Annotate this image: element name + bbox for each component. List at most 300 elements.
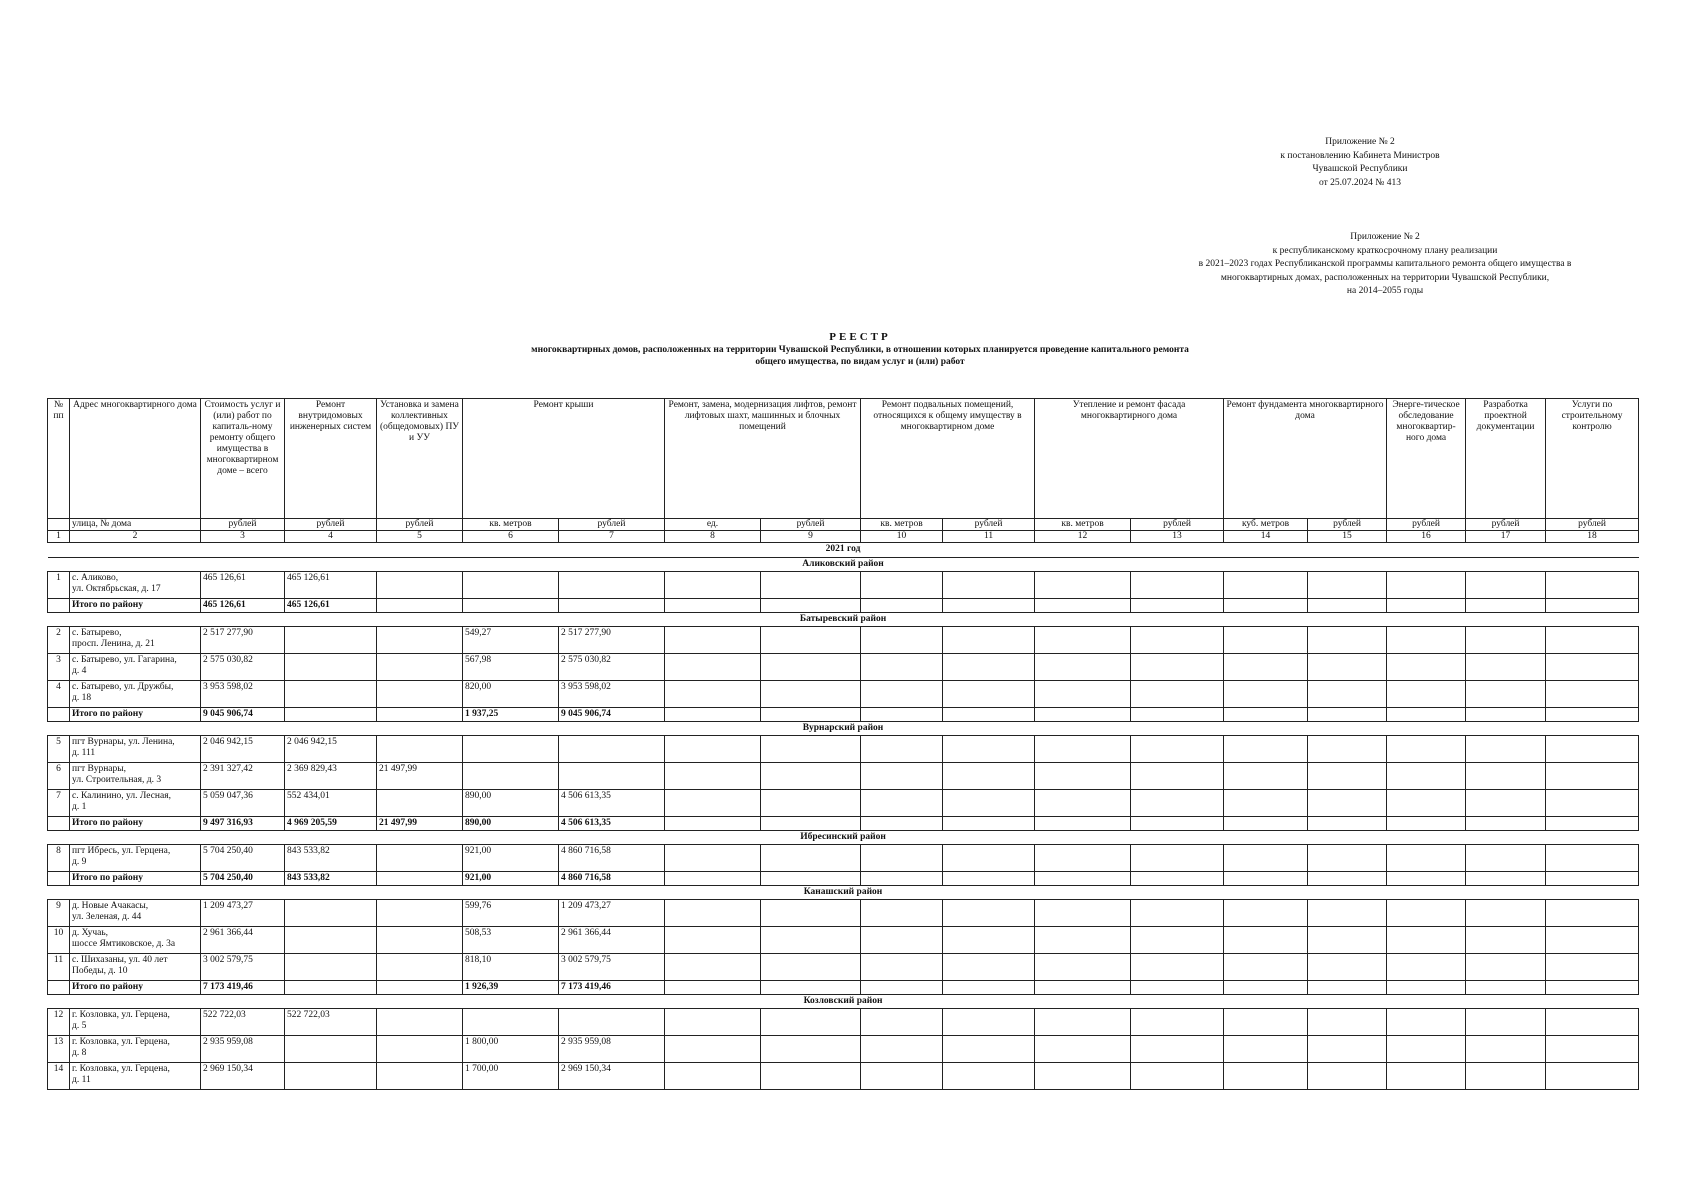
empty-cell bbox=[943, 845, 1035, 872]
roof-area-cell: 508,53 bbox=[463, 927, 559, 954]
total-cost-cell: 522 722,03 bbox=[201, 1009, 285, 1036]
meters-cost-cell bbox=[377, 654, 463, 681]
row-number: 14 bbox=[48, 1063, 70, 1090]
empty-cell bbox=[1466, 845, 1546, 872]
empty-cell bbox=[1131, 817, 1224, 831]
total-cost-cell: 3 953 598,02 bbox=[201, 681, 285, 708]
empty-cell bbox=[1131, 627, 1224, 654]
empty-cell bbox=[1035, 845, 1131, 872]
empty-cell bbox=[861, 981, 943, 995]
empty-cell bbox=[943, 817, 1035, 831]
total-cost-cell: 465 126,61 bbox=[201, 599, 285, 613]
empty-cell bbox=[1224, 654, 1308, 681]
address-cell bbox=[70, 736, 201, 763]
empty-cell bbox=[665, 981, 761, 995]
empty-cell bbox=[1035, 681, 1131, 708]
col-header-energy: Энерге-тическое обследование многоквартир-ного дома bbox=[1387, 399, 1466, 519]
empty-cell bbox=[943, 1036, 1035, 1063]
empty-cell bbox=[665, 872, 761, 886]
empty-cell bbox=[48, 599, 70, 613]
empty-cell bbox=[943, 927, 1035, 954]
empty-cell bbox=[1308, 654, 1387, 681]
empty-cell bbox=[1131, 708, 1224, 722]
empty-cell bbox=[1224, 572, 1308, 599]
empty-cell bbox=[1466, 954, 1546, 981]
empty-cell bbox=[1387, 845, 1466, 872]
roof-area-cell: 599,76 bbox=[463, 900, 559, 927]
systems-cost-cell: 4 969 205,59 bbox=[285, 817, 377, 831]
empty-cell bbox=[943, 681, 1035, 708]
address-cell bbox=[70, 927, 201, 954]
roof-cost-cell: 4 506 613,35 bbox=[559, 790, 665, 817]
district-row bbox=[48, 831, 1639, 845]
empty-cell bbox=[1387, 654, 1466, 681]
col-number: 5 bbox=[377, 531, 463, 543]
address-line: д. 5 bbox=[72, 1021, 87, 1031]
empty-cell bbox=[1224, 845, 1308, 872]
empty-cell bbox=[1035, 599, 1131, 613]
col-header-roof: Ремонт крыши bbox=[463, 399, 665, 519]
unit-cell: кв. метров bbox=[861, 519, 943, 531]
roof-area-cell bbox=[463, 763, 559, 790]
empty-cell bbox=[1224, 872, 1308, 886]
empty-cell bbox=[1546, 817, 1639, 831]
empty-cell bbox=[1466, 681, 1546, 708]
empty-cell bbox=[861, 1009, 943, 1036]
unit-cell: рублей bbox=[1308, 519, 1387, 531]
empty-cell bbox=[665, 763, 761, 790]
unit-cell: рублей bbox=[761, 519, 861, 531]
unit-cell: куб. метров bbox=[1224, 519, 1308, 531]
empty-cell bbox=[1387, 981, 1466, 995]
roof-cost-cell bbox=[559, 736, 665, 763]
empty-cell bbox=[665, 736, 761, 763]
empty-cell bbox=[48, 872, 70, 886]
empty-cell bbox=[1308, 981, 1387, 995]
meters-cost-cell bbox=[377, 872, 463, 886]
empty-cell bbox=[1035, 708, 1131, 722]
empty-cell bbox=[1224, 599, 1308, 613]
empty-cell bbox=[665, 681, 761, 708]
row-number: 7 bbox=[48, 790, 70, 817]
empty-cell bbox=[1466, 900, 1546, 927]
document-title: РЕЕСТР bbox=[829, 331, 891, 343]
roof-cost-cell: 2 961 366,44 bbox=[559, 927, 665, 954]
empty-cell bbox=[1308, 817, 1387, 831]
table-row bbox=[48, 1063, 1639, 1090]
unit-cell: улица, № дома bbox=[70, 519, 201, 531]
total-cost-cell: 2 391 327,42 bbox=[201, 763, 285, 790]
row-number: 8 bbox=[48, 845, 70, 872]
systems-cost-cell: 843 533,82 bbox=[285, 845, 377, 872]
col-number: 17 bbox=[1466, 531, 1546, 543]
roof-cost-cell bbox=[559, 763, 665, 790]
address-line: д. Хучаь, bbox=[72, 928, 109, 938]
empty-cell bbox=[1131, 763, 1224, 790]
empty-cell bbox=[1387, 1036, 1466, 1063]
roof-cost-cell: 7 173 419,46 bbox=[559, 981, 665, 995]
col-number: 6 bbox=[463, 531, 559, 543]
empty-cell bbox=[861, 681, 943, 708]
empty-cell bbox=[1224, 817, 1308, 831]
col-header-basement: Ремонт подвальных помещений, относящихся к общему имуществу в многоквартирном доме bbox=[861, 399, 1035, 519]
empty-cell bbox=[761, 763, 861, 790]
address-line: г. Козловка, ул. Герцена, bbox=[72, 1010, 170, 1020]
row-number: 2 bbox=[48, 627, 70, 654]
empty-cell bbox=[943, 981, 1035, 995]
col-number: 14 bbox=[1224, 531, 1308, 543]
empty-cell bbox=[1131, 599, 1224, 613]
empty-cell bbox=[943, 627, 1035, 654]
col-header-design: Разработка проектной документации bbox=[1466, 399, 1546, 519]
empty-cell bbox=[943, 1063, 1035, 1090]
empty-cell bbox=[1131, 981, 1224, 995]
table-row bbox=[48, 1036, 1639, 1063]
empty-cell bbox=[861, 954, 943, 981]
district-row bbox=[48, 722, 1639, 736]
roof-area-cell bbox=[463, 572, 559, 599]
address-line: с. Шихазаны, ул. 40 лет bbox=[72, 955, 168, 965]
address-cell bbox=[70, 900, 201, 927]
empty-cell bbox=[761, 872, 861, 886]
empty-cell bbox=[1131, 927, 1224, 954]
address-line: пгт Вурнары, ул. Ленина, bbox=[72, 737, 175, 747]
subtitle-line: многоквартирных домов, расположенных на территории Чувашской Республики, в отношении которых планируется проведение капитального ремонта bbox=[531, 345, 1189, 355]
annex-2-header bbox=[1170, 231, 1600, 299]
empty-cell bbox=[943, 736, 1035, 763]
empty-cell bbox=[761, 599, 861, 613]
empty-cell bbox=[1131, 1036, 1224, 1063]
year-row bbox=[48, 543, 1639, 558]
empty-cell bbox=[1466, 817, 1546, 831]
empty-cell bbox=[1035, 790, 1131, 817]
empty-cell bbox=[761, 817, 861, 831]
meters-cost-cell bbox=[377, 627, 463, 654]
empty-cell bbox=[861, 708, 943, 722]
empty-cell bbox=[1387, 872, 1466, 886]
empty-cell bbox=[1035, 627, 1131, 654]
empty-cell bbox=[665, 790, 761, 817]
empty-cell bbox=[761, 790, 861, 817]
district-total-row bbox=[48, 981, 1639, 995]
empty-cell bbox=[665, 1036, 761, 1063]
empty-cell bbox=[1466, 1036, 1546, 1063]
district-row bbox=[48, 613, 1639, 627]
empty-cell bbox=[1387, 736, 1466, 763]
unit-cell: рублей bbox=[559, 519, 665, 531]
meters-cost-cell bbox=[377, 736, 463, 763]
roof-area-cell bbox=[463, 736, 559, 763]
empty-cell bbox=[1131, 572, 1224, 599]
col-number: 7 bbox=[559, 531, 665, 543]
document-title-block bbox=[430, 330, 1290, 368]
address-line: ул. Октябрьская, д. 17 bbox=[72, 584, 161, 594]
address-cell bbox=[70, 627, 201, 654]
district-label: Козловский район bbox=[48, 995, 1639, 1009]
table-row bbox=[48, 763, 1639, 790]
empty-cell bbox=[943, 708, 1035, 722]
systems-cost-cell: 2 046 942,15 bbox=[285, 736, 377, 763]
empty-cell bbox=[1546, 627, 1639, 654]
empty-cell bbox=[1308, 627, 1387, 654]
address-line: д. 11 bbox=[72, 1075, 91, 1085]
roof-area-cell: 890,00 bbox=[463, 790, 559, 817]
address-line: шоссе Ямтиковское, д. 3а bbox=[72, 939, 176, 949]
roof-cost-cell: 2 935 959,08 bbox=[559, 1036, 665, 1063]
empty-cell bbox=[1224, 708, 1308, 722]
col-number: 2 bbox=[70, 531, 201, 543]
empty-cell bbox=[1224, 627, 1308, 654]
empty-cell bbox=[943, 900, 1035, 927]
empty-cell bbox=[943, 1009, 1035, 1036]
empty-cell bbox=[1035, 817, 1131, 831]
empty-cell bbox=[943, 654, 1035, 681]
address-cell bbox=[70, 954, 201, 981]
subtitle-line: общего имущества, по видам услуг и (или) работ bbox=[755, 357, 965, 367]
empty-cell bbox=[861, 927, 943, 954]
table-row bbox=[48, 900, 1639, 927]
empty-cell bbox=[1224, 790, 1308, 817]
empty-cell bbox=[1308, 1009, 1387, 1036]
total-label: Итого по району bbox=[70, 708, 201, 722]
meters-cost-cell bbox=[377, 954, 463, 981]
meters-cost-cell bbox=[377, 681, 463, 708]
empty-cell bbox=[761, 572, 861, 599]
systems-cost-cell bbox=[285, 1063, 377, 1090]
col-number: 3 bbox=[201, 531, 285, 543]
table-row bbox=[48, 736, 1639, 763]
empty-cell bbox=[1131, 790, 1224, 817]
empty-cell bbox=[861, 1063, 943, 1090]
empty-cell bbox=[1466, 981, 1546, 995]
annex-1-line: Чувашской Республики bbox=[1312, 164, 1408, 174]
unit-cell: рублей bbox=[1546, 519, 1639, 531]
meters-cost-cell bbox=[377, 1063, 463, 1090]
column-numbers-row bbox=[48, 531, 1639, 543]
empty-cell bbox=[1308, 900, 1387, 927]
empty-cell bbox=[1546, 954, 1639, 981]
total-cost-cell: 3 002 579,75 bbox=[201, 954, 285, 981]
empty-cell bbox=[1466, 599, 1546, 613]
systems-cost-cell: 465 126,61 bbox=[285, 572, 377, 599]
empty-cell bbox=[1035, 736, 1131, 763]
empty-cell bbox=[1308, 790, 1387, 817]
empty-cell bbox=[1224, 1063, 1308, 1090]
total-cost-cell: 5 059 047,36 bbox=[201, 790, 285, 817]
district-total-row bbox=[48, 817, 1639, 831]
empty-cell bbox=[1546, 736, 1639, 763]
unit-cell: кв. метров bbox=[463, 519, 559, 531]
empty-cell bbox=[665, 817, 761, 831]
district-row bbox=[48, 558, 1639, 572]
empty-cell bbox=[1131, 1063, 1224, 1090]
row-number: 3 bbox=[48, 654, 70, 681]
roof-area-cell bbox=[463, 599, 559, 613]
address-cell bbox=[70, 1036, 201, 1063]
col-number: 13 bbox=[1131, 531, 1224, 543]
empty-cell bbox=[861, 872, 943, 886]
empty-cell bbox=[943, 599, 1035, 613]
empty-cell bbox=[761, 708, 861, 722]
year-label: 2021 год bbox=[48, 543, 1639, 558]
empty-cell bbox=[1387, 599, 1466, 613]
roof-cost-cell bbox=[559, 572, 665, 599]
empty-cell bbox=[943, 572, 1035, 599]
district-label: Батыревский район bbox=[48, 613, 1639, 627]
roof-cost-cell: 2 517 277,90 bbox=[559, 627, 665, 654]
empty-cell bbox=[1131, 1009, 1224, 1036]
district-total-row bbox=[48, 872, 1639, 886]
address-line: д. 4 bbox=[72, 666, 87, 676]
total-cost-cell: 2 046 942,15 bbox=[201, 736, 285, 763]
annex-2-line: многоквартирных домах, расположенных на территории Чувашской Республики, bbox=[1220, 272, 1550, 283]
empty-cell bbox=[1308, 1036, 1387, 1063]
col-number: 8 bbox=[665, 531, 761, 543]
empty-cell bbox=[48, 981, 70, 995]
unit-cell: рублей bbox=[1387, 519, 1466, 531]
empty-cell bbox=[1224, 900, 1308, 927]
empty-cell bbox=[1131, 954, 1224, 981]
empty-cell bbox=[1546, 1036, 1639, 1063]
empty-cell bbox=[665, 927, 761, 954]
total-cost-cell: 2 575 030,82 bbox=[201, 654, 285, 681]
col-header-no: № пп bbox=[48, 399, 70, 519]
total-cost-cell: 2 517 277,90 bbox=[201, 627, 285, 654]
address-cell bbox=[70, 572, 201, 599]
empty-cell bbox=[1131, 736, 1224, 763]
empty-cell bbox=[1387, 1063, 1466, 1090]
meters-cost-cell bbox=[377, 599, 463, 613]
col-number: 12 bbox=[1035, 531, 1131, 543]
empty-cell bbox=[1387, 763, 1466, 790]
total-label: Итого по району bbox=[70, 981, 201, 995]
row-number: 9 bbox=[48, 900, 70, 927]
empty-cell bbox=[1308, 872, 1387, 886]
address-line: ул. Строительная, д. 3 bbox=[72, 775, 162, 785]
roof-area-cell: 921,00 bbox=[463, 845, 559, 872]
col-number: 10 bbox=[861, 531, 943, 543]
address-line: с. Аликово, bbox=[72, 573, 119, 583]
empty-cell bbox=[1224, 736, 1308, 763]
address-cell bbox=[70, 845, 201, 872]
systems-cost-cell bbox=[285, 627, 377, 654]
empty-cell bbox=[665, 1009, 761, 1036]
annex-1-line: к постановлению Кабинета Министров bbox=[1280, 150, 1440, 161]
row-number: 1 bbox=[48, 572, 70, 599]
address-line: д. 9 bbox=[72, 857, 87, 867]
district-row bbox=[48, 886, 1639, 900]
unit-cell: ед. bbox=[665, 519, 761, 531]
empty-cell bbox=[1387, 1009, 1466, 1036]
unit-cell: рублей bbox=[943, 519, 1035, 531]
address-cell bbox=[70, 1009, 201, 1036]
empty-cell bbox=[1466, 763, 1546, 790]
address-line: г. Козловка, ул. Герцена, bbox=[72, 1064, 170, 1074]
empty-cell bbox=[1131, 654, 1224, 681]
roof-area-cell: 1 926,39 bbox=[463, 981, 559, 995]
empty-cell bbox=[1387, 681, 1466, 708]
systems-cost-cell: 2 369 829,43 bbox=[285, 763, 377, 790]
empty-cell bbox=[1224, 1009, 1308, 1036]
table-row bbox=[48, 845, 1639, 872]
col-header-control: Услуги по строительному контролю bbox=[1546, 399, 1639, 519]
empty-cell bbox=[1387, 572, 1466, 599]
empty-cell bbox=[1308, 736, 1387, 763]
total-cost-cell: 2 969 150,34 bbox=[201, 1063, 285, 1090]
empty-cell bbox=[1466, 927, 1546, 954]
empty-cell bbox=[1308, 763, 1387, 790]
empty-cell bbox=[761, 954, 861, 981]
empty-cell bbox=[761, 845, 861, 872]
empty-cell bbox=[1308, 681, 1387, 708]
meters-cost-cell bbox=[377, 900, 463, 927]
empty-cell bbox=[1387, 790, 1466, 817]
empty-cell bbox=[1131, 681, 1224, 708]
empty-cell bbox=[1131, 845, 1224, 872]
meters-cost-cell: 21 497,99 bbox=[377, 817, 463, 831]
empty-cell bbox=[1035, 954, 1131, 981]
empty-cell bbox=[665, 654, 761, 681]
col-header-address: Адрес многоквартирного дома bbox=[70, 399, 201, 519]
empty-cell bbox=[1546, 872, 1639, 886]
empty-cell bbox=[1224, 981, 1308, 995]
total-cost-cell: 1 209 473,27 bbox=[201, 900, 285, 927]
roof-area-cell: 818,10 bbox=[463, 954, 559, 981]
empty-cell bbox=[665, 900, 761, 927]
address-cell bbox=[70, 654, 201, 681]
roof-area-cell: 549,27 bbox=[463, 627, 559, 654]
roof-cost-cell: 4 506 613,35 bbox=[559, 817, 665, 831]
roof-cost-cell: 2 575 030,82 bbox=[559, 654, 665, 681]
district-row bbox=[48, 995, 1639, 1009]
district-total-row bbox=[48, 708, 1639, 722]
col-header-lifts: Ремонт, замена, модернизация лифтов, ремонт лифтовых шахт, машинных и блочных помещений bbox=[665, 399, 861, 519]
row-number: 6 bbox=[48, 763, 70, 790]
address-line: пгт Ибресь, ул. Герцена, bbox=[72, 846, 171, 856]
empty-cell bbox=[1035, 1036, 1131, 1063]
empty-cell bbox=[943, 763, 1035, 790]
empty-cell bbox=[861, 790, 943, 817]
empty-cell bbox=[1035, 763, 1131, 790]
col-header-meters: Установка и замена коллективных (общедомовых) ПУ и УУ bbox=[377, 399, 463, 519]
roof-area-cell: 820,00 bbox=[463, 681, 559, 708]
roof-cost-cell: 2 969 150,34 bbox=[559, 1063, 665, 1090]
col-number: 4 bbox=[285, 531, 377, 543]
empty-cell bbox=[1387, 817, 1466, 831]
roof-cost-cell: 3 953 598,02 bbox=[559, 681, 665, 708]
total-label: Итого по району bbox=[70, 599, 201, 613]
empty-cell bbox=[1035, 654, 1131, 681]
district-label: Ибресинский район bbox=[48, 831, 1639, 845]
empty-cell bbox=[861, 1036, 943, 1063]
total-cost-cell: 7 173 419,46 bbox=[201, 981, 285, 995]
empty-cell bbox=[761, 900, 861, 927]
empty-cell bbox=[1546, 981, 1639, 995]
unit-cell: рублей bbox=[285, 519, 377, 531]
empty-cell bbox=[761, 736, 861, 763]
table-row bbox=[48, 681, 1639, 708]
empty-cell bbox=[1546, 763, 1639, 790]
empty-cell bbox=[1546, 654, 1639, 681]
empty-cell bbox=[665, 599, 761, 613]
empty-cell bbox=[48, 817, 70, 831]
empty-cell bbox=[1466, 1063, 1546, 1090]
address-line: с. Батырево, ул. Дружбы, bbox=[72, 682, 174, 692]
empty-cell bbox=[761, 927, 861, 954]
roof-cost-cell bbox=[559, 1009, 665, 1036]
empty-cell bbox=[1546, 572, 1639, 599]
unit-cell bbox=[48, 519, 70, 531]
